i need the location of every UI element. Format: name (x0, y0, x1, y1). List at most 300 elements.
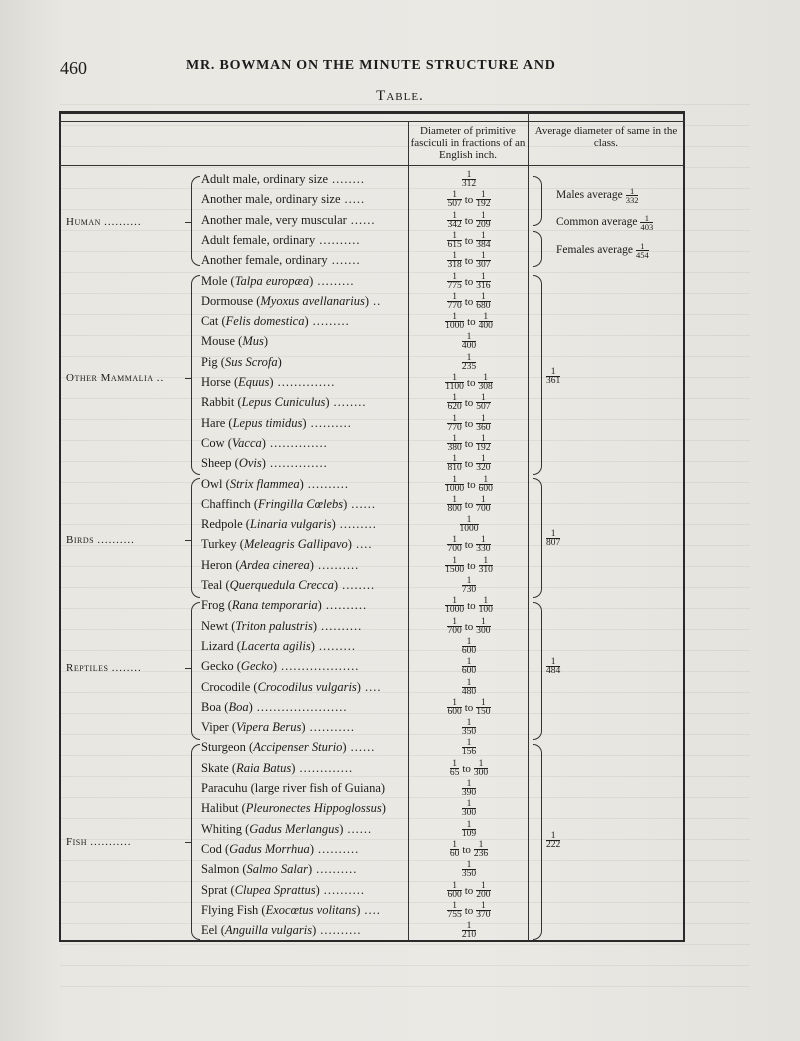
diameter-fraction: $\frac{1}{318}$ (447, 251, 462, 270)
row-latin-name: Lepus Cuniculus (241, 395, 326, 409)
column-divider-2 (528, 111, 529, 941)
diameter-value (410, 516, 528, 536)
row-name-close: ) (356, 680, 361, 694)
diameter-value (410, 841, 528, 861)
diameter-value (410, 496, 528, 516)
average-fraction: $\frac{1}{222}$ (546, 831, 561, 850)
row-latin-name: Vipera Berus (236, 720, 302, 734)
diameter-fraction: $\frac{1}{150}$ (476, 698, 491, 717)
row-name: Cod ( (201, 842, 230, 856)
diameter-value (410, 435, 528, 455)
row-name-close: ) (261, 436, 266, 450)
row-name: Boa ( (201, 700, 229, 714)
diameter-value (410, 760, 528, 780)
row-latin-name: Vacca (231, 436, 262, 450)
leader-dots: .. (156, 372, 165, 384)
row-latin-name: Mus (242, 334, 264, 348)
diameter-value (410, 273, 528, 293)
diameter-value (410, 354, 528, 374)
diameter-value (410, 455, 528, 475)
row-name: Crocodile ( (201, 680, 258, 694)
row-latin-name: Felis domestica (225, 314, 305, 328)
leader-dots: ......... (317, 274, 355, 288)
row-name-close: ) (317, 598, 322, 612)
diameter-value (410, 618, 528, 638)
diameter-fraction: $\frac{1}{680}$ (476, 292, 491, 311)
table-row (201, 822, 407, 842)
diameter-fraction: $\frac{1}{380}$ (447, 434, 462, 453)
diameter-fraction: $\frac{1}{810}$ (447, 454, 462, 473)
diameter-fraction: $\frac{1}{600}$ (461, 637, 477, 656)
leader-dots: .......... (317, 558, 360, 572)
row-name: Horse ( (201, 375, 239, 389)
table-row (201, 395, 407, 415)
diameter-fraction: $\frac{1}{109}$ (461, 820, 477, 839)
average-fraction: $\frac{1}{332}$ (625, 186, 639, 205)
leader-dots: ........ (332, 172, 366, 186)
row-latin-name: Fringilla Cœlebs (258, 497, 344, 511)
brace-fish (191, 744, 200, 940)
diameter-fraction: $\frac{1}{1000}$ (445, 475, 465, 494)
row-latin-name: Linaria vulgaris (249, 517, 332, 531)
diameter-fraction: $\frac{1}{770}$ (447, 414, 462, 433)
diameter-value (410, 780, 528, 800)
diameter-fraction: $\frac{1}{65}$ (449, 759, 460, 778)
row-name-close: ) (356, 903, 361, 917)
diameter-fraction: $\frac{1}{300}$ (473, 759, 489, 778)
diameter-value (410, 882, 528, 902)
row-name: Halibut ( (201, 801, 246, 815)
leader-dots: ................... (281, 659, 360, 673)
diameter-value (410, 191, 528, 211)
row-latin-name: Rana temporaria (231, 598, 318, 612)
average-fraction: $\frac{1}{807}$ (546, 529, 561, 548)
group-label-fish (66, 836, 132, 848)
row-latin-name: Pleuronectes Hippoglossus (245, 801, 382, 815)
diameter-fraction: $\frac{1}{307}$ (476, 251, 491, 270)
average-label: Females average (556, 244, 633, 257)
row-name: Cow ( (201, 436, 232, 450)
row-latin-name: Gecko (240, 659, 273, 673)
table-row (201, 253, 407, 273)
brace-tip (185, 668, 191, 669)
row-name-close: ) (307, 862, 313, 876)
diameter-fraction: $\frac{1}{620}$ (447, 393, 462, 412)
leader-dots: ........ (333, 395, 367, 409)
diameter-fraction: $\frac{1}{507}$ (476, 393, 491, 412)
diameter-fraction: $\frac{1}{400}$ (478, 312, 493, 331)
human-males-average (556, 187, 638, 204)
range-word: to (464, 701, 474, 714)
row-name: Frog ( (201, 598, 232, 612)
row-name-close: ) (291, 761, 296, 775)
row-name-close: ) (339, 822, 344, 836)
table-row (201, 801, 407, 821)
row-latin-name: Gadus Morrhua (229, 842, 310, 856)
table-row (201, 314, 407, 334)
diameter-value (410, 821, 528, 841)
row-name: Mole ( (201, 274, 235, 288)
diameter-fraction: $\frac{1}{1000}$ (459, 515, 479, 534)
diameter-fraction: $\frac{1}{700}$ (447, 535, 462, 554)
row-name: Dormouse ( (201, 294, 261, 308)
diameter-fraction: $\frac{1}{300}$ (476, 617, 491, 636)
group-name: Human (66, 216, 101, 228)
row-name: Mouse ( (201, 334, 243, 348)
average-fraction: $\frac{1}{361}$ (546, 367, 561, 386)
diameter-fraction: $\frac{1}{100}$ (478, 596, 493, 615)
diameter-value (410, 476, 528, 496)
human-common-average (556, 214, 653, 231)
range-word: to (464, 417, 474, 430)
leader-dots: ........ (111, 662, 142, 674)
diameter-fraction: $\frac{1}{730}$ (461, 576, 477, 595)
row-name: Cat ( (201, 314, 226, 328)
diameter-fraction: $\frac{1}{755}$ (447, 901, 462, 920)
row-name-close: ) (347, 537, 352, 551)
table-row (201, 923, 407, 943)
diameter-fraction: $\frac{1}{350}$ (461, 718, 477, 737)
row-name-close: ) (315, 883, 320, 897)
row-name-close: ) (310, 639, 315, 653)
class-average-reptiles (546, 658, 560, 675)
col-header-diameter: Diameter of primitive fasciculi in fractions of an English inch. (410, 125, 526, 161)
row-name: Flying Fish ( (201, 903, 266, 917)
leader-dots: .......... (317, 842, 360, 856)
row-name-close: ) (381, 801, 386, 815)
table-row (201, 720, 407, 740)
diameter-value (410, 861, 528, 881)
table-row (201, 233, 407, 253)
col-header-average: Average diameter of same in the class. (534, 125, 678, 149)
leader-dots: ....... (331, 253, 361, 267)
row-latin-name: Anguilla vulgaris (224, 923, 313, 937)
table-caption: Table. (376, 88, 424, 104)
diameter-fraction: $\frac{1}{600}$ (461, 657, 477, 676)
row-name-close: ) (331, 517, 336, 531)
diameter-fraction: $\frac{1}{200}$ (476, 881, 491, 900)
row-name: Adult female, ordinary (201, 233, 316, 247)
diameter-fraction: $\frac{1}{192}$ (476, 434, 491, 453)
row-name-close: ) (312, 619, 318, 633)
diameter-fraction: $\frac{1}{310}$ (478, 556, 493, 575)
diameter-fraction: $\frac{1}{210}$ (461, 921, 477, 940)
row-latin-name: Gadus Merlangus (249, 822, 340, 836)
table-row (201, 375, 407, 395)
table-row (201, 537, 407, 557)
diameter-fraction: $\frac{1}{156}$ (461, 738, 477, 757)
row-name-close: ) (248, 700, 253, 714)
diameter-fraction: $\frac{1}{370}$ (476, 901, 491, 920)
diameter-fraction: $\frac{1}{192}$ (476, 190, 491, 209)
row-latin-name: Ardea cinerea (239, 558, 310, 572)
row-latin-name: Boa (228, 700, 249, 714)
range-word: to (464, 620, 474, 633)
row-name-close: ) (261, 456, 266, 470)
table-row (201, 680, 407, 700)
row-latin-name: Talpa europæa (234, 274, 310, 288)
leader-dots: .......... (307, 477, 350, 491)
average-fraction: $\frac{1}{403}$ (640, 213, 654, 232)
brace-human-males (533, 176, 542, 226)
diameter-fraction: $\frac{1}{235}$ (461, 353, 477, 372)
row-name-close: ) (302, 416, 307, 430)
brace-other-mammalia (191, 275, 200, 475)
row-name-close: ) (364, 294, 370, 308)
row-name-close: ) (269, 375, 274, 389)
brace-tip (185, 222, 191, 223)
diameter-fraction: $\frac{1}{1500}$ (445, 556, 465, 575)
class-average-fish (546, 832, 560, 849)
row-name: Heron ( (201, 558, 240, 572)
page-number: 460 (60, 58, 87, 78)
diameter-fraction: $\frac{1}{350}$ (461, 860, 477, 879)
range-word: to (467, 478, 476, 491)
leader-dots: .......... (323, 883, 366, 897)
row-name-close: ) (343, 497, 348, 511)
diameter-fraction: $\frac{1}{800}$ (447, 495, 462, 514)
diameter-fraction: $\frac{1}{600}$ (447, 698, 462, 717)
diameter-value (410, 171, 528, 191)
diameter-fraction: $\frac{1}{360}$ (476, 414, 491, 433)
range-word: to (462, 762, 471, 775)
diameter-value (410, 415, 528, 435)
diameter-value (410, 902, 528, 922)
row-name: Skate ( (201, 761, 237, 775)
brace-reptiles (191, 602, 200, 740)
diameter-fraction: $\frac{1}{316}$ (476, 272, 491, 291)
leader-dots: ......... (312, 314, 350, 328)
group-label-birds (66, 534, 135, 546)
row-latin-name: Lepus timidus (232, 416, 303, 430)
leader-dots: ......... (339, 517, 377, 531)
table-row (201, 192, 407, 212)
diameter-fraction: $\frac{1}{60}$ (449, 840, 460, 859)
group-name: Fish (66, 836, 88, 848)
class-average-birds (546, 530, 560, 547)
leader-dots: .............. (277, 375, 336, 389)
table-row (201, 761, 407, 781)
diameter-fraction: $\frac{1}{1000}$ (445, 312, 465, 331)
diameter-fraction: $\frac{1}{600}$ (447, 881, 462, 900)
row-name: Salmon ( (201, 862, 247, 876)
row-name-close: ) (333, 578, 339, 592)
row-name-close: ) (309, 274, 314, 288)
row-name: Sturgeon ( (201, 740, 254, 754)
range-word: to (464, 254, 474, 267)
range-word: to (464, 295, 474, 308)
diameter-value (410, 313, 528, 333)
column-divider-1 (408, 121, 409, 941)
row-name-close: ) (301, 720, 306, 734)
row-latin-name: Querquedula Crecca (229, 578, 334, 592)
range-word: to (466, 376, 476, 389)
row-latin-name: Meleagris Gallipavo (243, 537, 348, 551)
diameter-fraction: $\frac{1}{700}$ (447, 617, 462, 636)
brace-human (191, 176, 200, 266)
brace-tip (185, 842, 191, 843)
row-name: Another male, very muscular (201, 213, 347, 227)
row-name-close: ) (309, 842, 314, 856)
row-name: Redpole ( (201, 517, 250, 531)
leader-dots: .... (355, 537, 373, 551)
row-name-close: ) (304, 314, 309, 328)
leader-dots: .......... (325, 598, 368, 612)
group-label-human (66, 216, 142, 228)
leader-dots: .......... (316, 862, 358, 876)
table-row (201, 862, 407, 882)
range-word: to (462, 843, 471, 856)
diameter-value (410, 800, 528, 820)
range-word: to (467, 559, 476, 572)
table-top-rule (59, 121, 685, 122)
row-name: Another female, ordinary (201, 253, 328, 267)
range-word: to (464, 538, 474, 551)
row-latin-name: Crocodilus vulgaris (257, 680, 357, 694)
group-name: Birds (66, 534, 95, 546)
diameter-value (410, 212, 528, 232)
diameter-value (410, 232, 528, 252)
group-label-other-mammalia (66, 372, 164, 384)
brace-tip (185, 378, 191, 379)
range-word: to (464, 396, 474, 409)
diameter-value (410, 597, 528, 617)
diameter-value (410, 394, 528, 414)
brace-fish-avg (533, 744, 542, 940)
table-row (201, 598, 407, 618)
leader-dots: ........... (90, 836, 132, 848)
leader-dots: .... (364, 903, 381, 917)
table-row (201, 781, 407, 801)
row-name: Newt ( (201, 619, 236, 633)
diameter-value (410, 536, 528, 556)
row-name: Hare ( (201, 416, 233, 430)
diameter-fraction: $\frac{1}{1100}$ (445, 373, 464, 392)
table-row (201, 213, 407, 233)
diameter-value (410, 252, 528, 272)
range-word: to (464, 437, 474, 450)
leader-dots: .. (373, 294, 382, 308)
leader-dots: .......... (321, 619, 363, 633)
average-label: Common average (556, 216, 638, 229)
leader-dots: ........... (309, 720, 355, 734)
row-name: Gecko ( (201, 659, 241, 673)
diameter-value (410, 333, 528, 353)
average-label: Males average (556, 189, 623, 202)
human-females-average (556, 242, 649, 259)
row-name-close: ) (263, 334, 269, 348)
range-word: to (464, 457, 474, 470)
row-name: Adult male, ordinary size (201, 172, 329, 186)
diameter-fraction: $\frac{1}{320}$ (476, 454, 491, 473)
row-latin-name: Exocœtus volitans (265, 903, 357, 917)
diameter-value (410, 739, 528, 759)
row-name: Paracuhu (large river fish of Guiana) (201, 781, 386, 795)
group-label-reptiles (66, 662, 142, 674)
table-row (201, 659, 407, 679)
range-word: to (464, 214, 474, 227)
diameter-fraction: $\frac{1}{480}$ (461, 678, 477, 697)
brace-tip (185, 540, 191, 541)
diameter-fraction: $\frac{1}{330}$ (476, 535, 491, 554)
class-average-other-mammalia (546, 368, 560, 385)
leader-dots: ...... (351, 497, 377, 511)
row-latin-name: Salmo Salar (246, 862, 308, 876)
table-row (201, 578, 407, 598)
table-row (201, 903, 407, 923)
leader-dots: ............. (299, 761, 354, 775)
row-name-close: ) (277, 355, 282, 369)
average-fraction: $\frac{1}{484}$ (546, 657, 561, 676)
row-name: Rabbit ( (201, 395, 242, 409)
diameter-fraction: $\frac{1}{300}$ (461, 799, 477, 818)
row-name: Owl ( (201, 477, 230, 491)
header-rule (59, 165, 685, 166)
table-row (201, 619, 407, 639)
leader-dots: .............. (269, 436, 328, 450)
table-row (201, 456, 407, 476)
diameter-fraction: $\frac{1}{700}$ (476, 495, 491, 514)
table-row (201, 700, 407, 720)
range-word: to (464, 498, 474, 511)
table-row (201, 477, 407, 497)
diameter-fraction: $\frac{1}{600}$ (478, 475, 493, 494)
row-name: Whiting ( (201, 822, 250, 836)
row-name: Chaffinch ( (201, 497, 259, 511)
diameter-fraction: $\frac{1}{312}$ (461, 170, 477, 189)
brace-birds-avg (533, 478, 542, 598)
row-latin-name: Clupea Sprattus (234, 883, 316, 897)
average-fraction: $\frac{1}{454}$ (635, 241, 649, 260)
running-header: MR. BOWMAN ON THE MINUTE STRUCTURE AND (186, 58, 556, 73)
table-row (201, 842, 407, 862)
leader-dots: .............. (269, 456, 328, 470)
row-name-close: ) (272, 659, 278, 673)
row-name: Sprat ( (201, 883, 235, 897)
brace-other-mammalia-avg (533, 275, 542, 475)
row-latin-name: Myoxus avellanarius (260, 294, 365, 308)
leader-dots: ........ (342, 578, 376, 592)
table-row (201, 883, 407, 903)
group-name: Other Mammalia (66, 372, 154, 384)
range-word: to (464, 193, 474, 206)
row-name: Teal ( (201, 578, 230, 592)
diameter-fraction: $\frac{1}{342}$ (447, 211, 462, 230)
row-name: Lizard ( (201, 639, 241, 653)
brace-birds (191, 478, 200, 598)
table-row (201, 436, 407, 456)
brace-human-females (533, 231, 542, 267)
table-row (201, 355, 407, 375)
diameter-value (410, 699, 528, 719)
table-row (201, 172, 407, 192)
row-name: Eel ( (201, 923, 225, 937)
row-latin-name: Triton palustris (235, 619, 313, 633)
diameter-fraction: $\frac{1}{770}$ (447, 292, 462, 311)
leader-dots: .... (364, 680, 382, 694)
row-latin-name: Ovis (238, 456, 262, 470)
row-latin-name: Accipenser Sturio (253, 740, 343, 754)
table-row (201, 639, 407, 659)
diameter-value (410, 638, 528, 658)
diameter-value (410, 679, 528, 699)
row-name: Turkey ( (201, 537, 244, 551)
diameter-value (410, 922, 528, 942)
row-name: Sheep ( (201, 456, 239, 470)
leader-dots: .......... (310, 416, 352, 430)
diameter-value (410, 577, 528, 597)
table-row (201, 294, 407, 314)
